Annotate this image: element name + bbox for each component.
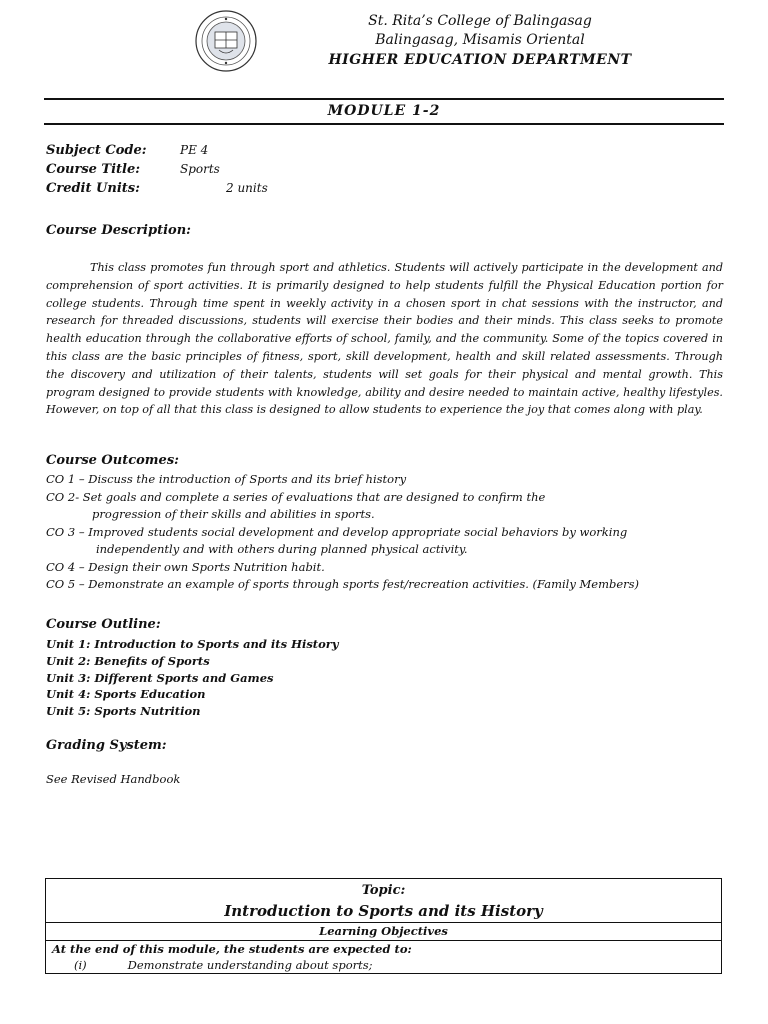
outcome-text: Discuss the introduction of Sports and its brief history bbox=[88, 472, 407, 486]
outcome-code: CO 1 – bbox=[46, 472, 85, 486]
outcome-text: Set goals and complete a series of evaluations that are designed to confirm the bbox=[82, 489, 546, 504]
subject-code-label: Subject Code: bbox=[46, 143, 147, 158]
objective-text: Demonstrate understanding about sports; bbox=[127, 958, 373, 972]
course-description-text: This class promotes fun through sport and athletics. Students will actively participate in the development and comprehension of sport activities. It is primarily designed to help students fulfill the Physical Education portion for college students. Through time spent in weekly activity in a chosen sport in chat sessions with the instructor, and research for threaded discussions, students will exercise their bodies and their minds. This class seeks to promote health education through the collaborative efforts of school, family, and the community. Some of the topics covered in this class are the basic principles of fitness, sport, skill development, health and skill related assessments. Through the discovery and utilization of their talents, students will set goals for their physical and mental growth. This program designed to provide students with knowledge, ability and desire needed to maintain active, healthy lifestyles. However, on top of all that this class is designed to allow students to experience the joy that comes along with play. bbox=[46, 261, 723, 417]
document-header bbox=[270, 12, 690, 70]
topic-table bbox=[45, 878, 722, 974]
outcome-text: Demonstrate an example of sports through sports fest/recreation activities. (Family Members) bbox=[88, 577, 640, 591]
outcome-text: Improved students social development and develop appropriate social behaviors by working bbox=[88, 524, 628, 539]
department-name: HIGHER EDUCATION DEPARTMENT bbox=[328, 52, 632, 68]
college-seal-icon bbox=[195, 10, 257, 72]
course-description-heading: Course Description: bbox=[46, 223, 191, 238]
outcome-text-continued: progression of their skills and abilities in sports. bbox=[92, 507, 375, 521]
subject-info bbox=[46, 143, 446, 200]
subject-code-value: PE 4 bbox=[180, 143, 209, 157]
learning-objectives-label: Learning Objectives bbox=[46, 923, 721, 941]
objective-number: (i) bbox=[74, 958, 87, 972]
credit-units-value: 2 units bbox=[226, 181, 268, 195]
credit-units-label: Credit Units: bbox=[46, 181, 140, 196]
objective-item bbox=[52, 957, 721, 973]
outcome-text: Design their own Sports Nutrition habit. bbox=[88, 559, 325, 574]
outcome-item bbox=[46, 576, 723, 594]
course-outline-list bbox=[46, 636, 339, 720]
course-title-label: Course Title: bbox=[46, 162, 141, 177]
header-rule-top bbox=[44, 98, 724, 100]
outcome-item bbox=[46, 489, 723, 524]
course-outcomes-list bbox=[46, 471, 723, 594]
course-title-value: Sports bbox=[180, 162, 220, 176]
outcome-item bbox=[46, 559, 723, 577]
learning-objectives-cell bbox=[46, 941, 721, 973]
college-name: St. Rita’s College of Balingasag bbox=[368, 13, 592, 29]
outcome-code: CO 5 – bbox=[46, 577, 85, 591]
course-outline-heading: Course Outline: bbox=[46, 617, 161, 632]
outline-unit: Unit 3: Different Sports and Games bbox=[46, 670, 274, 685]
grading-system-note: See Revised Handbook bbox=[46, 772, 181, 786]
subject-code-row bbox=[46, 143, 446, 162]
course-title-row bbox=[46, 162, 446, 181]
outline-unit: Unit 4: Sports Education bbox=[46, 687, 206, 702]
outcome-code: CO 4 – bbox=[46, 559, 85, 574]
outline-unit: Unit 1: Introduction to Sports and its History bbox=[46, 637, 339, 651]
outcome-code: CO 3 – bbox=[46, 524, 85, 539]
outcome-item bbox=[46, 471, 723, 489]
outline-unit: Unit 5: Sports Nutrition bbox=[46, 704, 201, 719]
topic-header-cell bbox=[46, 879, 721, 923]
outline-unit: Unit 2: Benefits of Sports bbox=[46, 653, 210, 668]
objectives-intro: At the end of this module, the students are expected to: bbox=[52, 942, 412, 956]
college-location: Balingasag, Misamis Oriental bbox=[375, 32, 585, 48]
header-rule-bottom bbox=[44, 123, 724, 125]
module-title: MODULE 1-2 bbox=[327, 103, 441, 119]
course-outcomes-heading: Course Outcomes: bbox=[46, 453, 179, 468]
grading-system-heading: Grading System: bbox=[46, 738, 167, 753]
credit-units-row bbox=[46, 181, 446, 200]
topic-label: Topic: bbox=[361, 883, 406, 898]
outcome-item bbox=[46, 524, 723, 559]
topic-title: Introduction to Sports and its History bbox=[224, 902, 543, 920]
outcome-code: CO 2- bbox=[46, 489, 80, 504]
outcome-text-continued: independently and with others during planned physical activity. bbox=[96, 542, 468, 556]
